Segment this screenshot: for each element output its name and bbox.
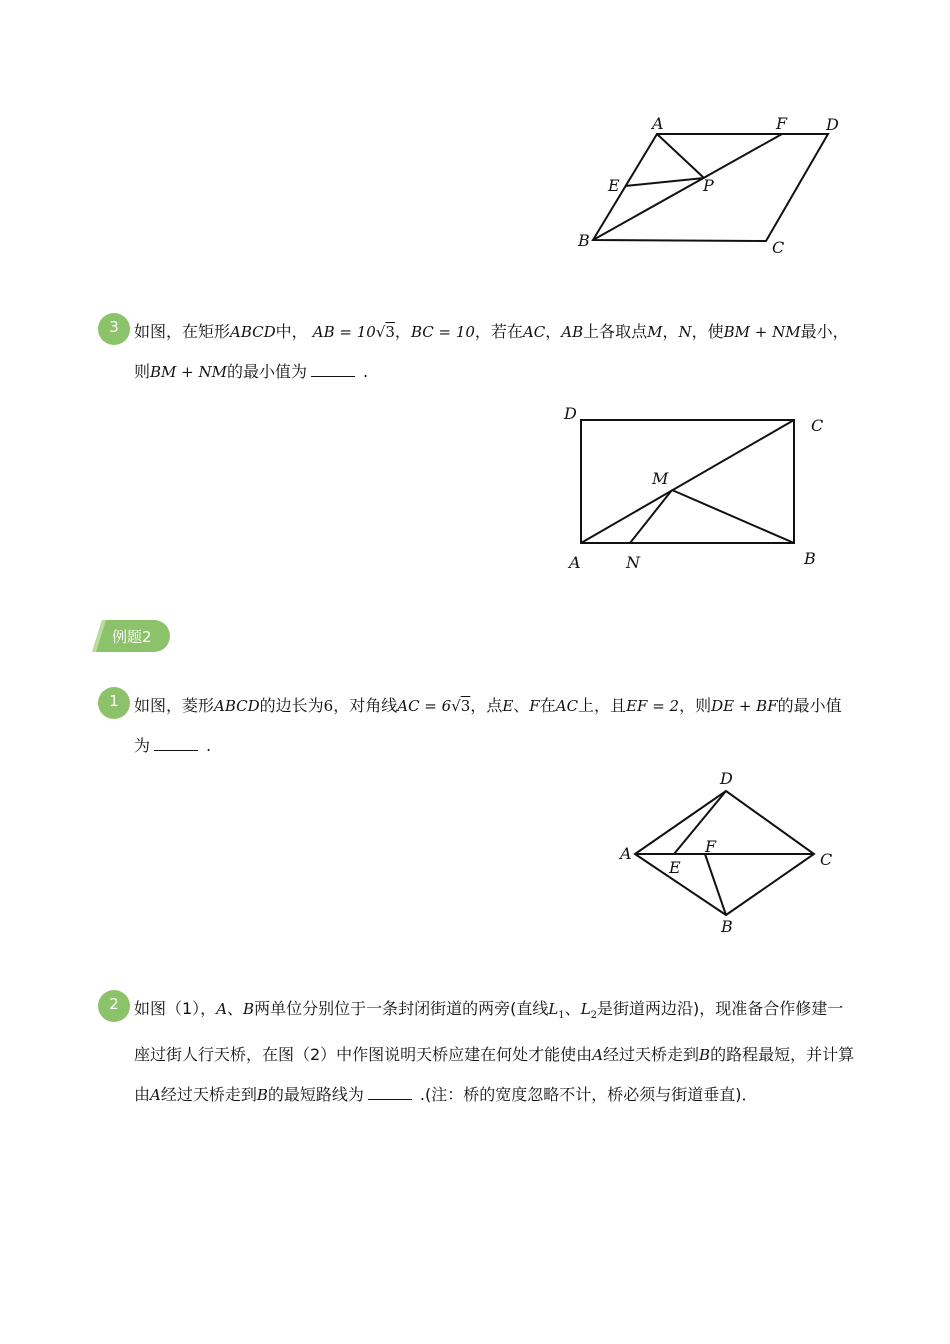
text: ，对角线 [333, 696, 398, 715]
math: ABCD [214, 697, 260, 715]
question-text [134, 312, 856, 392]
label-b: B [578, 231, 590, 250]
text: 如图（1）， [134, 999, 217, 1018]
math: AC [522, 323, 546, 341]
math: AB [561, 323, 584, 341]
figure-parallelogram [570, 110, 860, 270]
text: 的最小值为 [134, 696, 842, 755]
text: 最小，则 [134, 322, 849, 381]
text: 、 [564, 999, 581, 1018]
math: BM + NM [150, 363, 227, 381]
label-b: B [721, 917, 733, 936]
text: 、 [513, 696, 530, 715]
math: AB = 10 [312, 323, 376, 341]
label-n: N [626, 553, 640, 572]
math: A [216, 1000, 228, 1018]
text: 上各取点 [583, 322, 648, 341]
text: ， [545, 322, 562, 341]
math: E [502, 697, 514, 715]
question-1 [96, 686, 856, 765]
parallelogram-diagram [570, 110, 860, 270]
text: 的最短路线为 [267, 1085, 364, 1105]
sqrt-sign: √ [451, 697, 461, 715]
math: A [592, 1046, 604, 1065]
math: 3 [460, 697, 471, 715]
label-m: M [652, 469, 669, 488]
math: AC = 6 [397, 697, 452, 715]
question-badge-3 [96, 312, 130, 346]
question-text [134, 686, 856, 765]
segment-ap [657, 134, 704, 178]
question-3 [96, 312, 856, 392]
math: DE + BF [711, 697, 778, 715]
math: B [699, 1046, 711, 1065]
text: 经过天桥走到 [603, 1045, 700, 1065]
text: 中， [275, 322, 308, 341]
text: 的边长为 [259, 696, 324, 715]
segment-mb [672, 490, 794, 543]
question-text [134, 989, 856, 1115]
math: BM + NM [723, 323, 801, 341]
question-number: 3 [109, 318, 119, 336]
answer-blank[interactable] [154, 736, 198, 751]
rectangle-diagram [560, 402, 840, 577]
section-label: 例题2 [112, 628, 152, 646]
label-f: F [776, 114, 788, 133]
label-c: C [772, 238, 785, 257]
text: ，点 [470, 696, 503, 715]
text: 、 [227, 999, 244, 1018]
sqrt-sign: √ [375, 323, 386, 341]
label-a: A [569, 553, 581, 572]
segment-fb [705, 854, 726, 915]
label-e: E [669, 858, 681, 877]
rhombus-diagram [610, 766, 840, 941]
text: 是街道两边沿)，现准备合作修建一座过街人行天桥，在图（2）中作图说明天桥应建在何处才能使由 [134, 999, 844, 1065]
text: ，若在 [474, 322, 523, 341]
label-d: D [564, 404, 577, 423]
math: 3 [385, 323, 395, 341]
math: EF = 2 [626, 697, 680, 715]
label-c: C [820, 850, 833, 869]
math: AC [555, 697, 579, 715]
math: M [647, 323, 663, 341]
text: ， [662, 322, 679, 341]
question-badge-1 [96, 686, 130, 720]
question-number: 1 [109, 692, 119, 710]
label-b: B [804, 549, 816, 568]
label-c: C [811, 416, 824, 435]
answer-blank[interactable] [368, 1085, 412, 1100]
text: 经过天桥走到 [160, 1085, 257, 1105]
text: .(注：桥的宽度忽略不计，桥必须与街道垂直)． [419, 1085, 758, 1105]
text: ，使 [691, 322, 724, 341]
figure-rectangle [560, 402, 840, 577]
text: 两单位分别位于一条封闭街道的两旁(直线 [254, 999, 549, 1018]
text: ， [394, 322, 411, 341]
math: B [243, 1000, 255, 1018]
text: 的最小值为 [227, 362, 308, 381]
math: 6 [323, 697, 334, 715]
text: 的路程最短，并计算由 [134, 1045, 855, 1105]
segment-bf [593, 134, 782, 240]
label-f: F [705, 837, 717, 856]
subscript: 1 [558, 1010, 565, 1022]
label-d: D [826, 115, 839, 134]
math: A [150, 1086, 161, 1105]
label-d: D [720, 769, 733, 788]
text: 如图，在矩形 [134, 322, 231, 341]
text: 上，且 [578, 696, 627, 715]
label-a: A [620, 844, 632, 863]
answer-blank[interactable] [311, 362, 355, 377]
question-number: 2 [109, 995, 119, 1013]
segment-mn [630, 490, 672, 543]
label-e: E [608, 176, 620, 195]
subscript: 2 [590, 1010, 598, 1022]
text: 在 [539, 696, 556, 715]
text: 如图，菱形 [134, 696, 215, 715]
math: N [678, 323, 692, 341]
math: BC = 10 [410, 323, 475, 341]
section-heading [92, 620, 170, 652]
question-badge-2 [96, 989, 130, 1023]
question-2 [96, 989, 856, 1115]
math: ABCD [230, 323, 276, 341]
figure-rhombus [610, 766, 840, 941]
math: L [548, 1000, 559, 1018]
text: ，则 [679, 696, 712, 715]
label-a: A [652, 114, 664, 133]
label-p: P [703, 176, 714, 195]
math: B [256, 1086, 268, 1105]
text: . [363, 362, 369, 381]
text: . [206, 736, 212, 755]
diagonal-ac [581, 420, 794, 543]
math: L [580, 1000, 591, 1018]
math: F [529, 697, 540, 715]
